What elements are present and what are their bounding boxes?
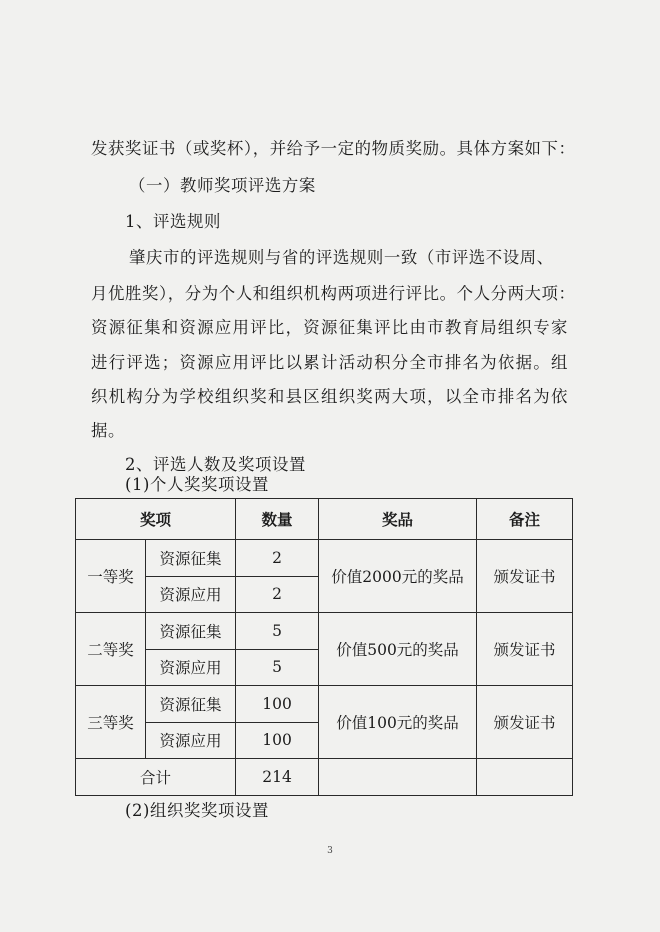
category-cell: 资源征集 <box>146 540 236 577</box>
paragraph-line: 肇庆市的评选规则与省的评选规则一致（市评选不设周、 <box>129 248 554 267</box>
category-cell: 资源应用 <box>146 649 236 686</box>
count-cell: 100 <box>236 686 319 723</box>
paragraph-line: 进行评选；资源应用评比以累计活动积分全市排名为依据。组 <box>91 353 568 372</box>
category-cell: 资源征集 <box>146 613 236 650</box>
award-level: 三等奖 <box>76 686 146 759</box>
total-label: 合计 <box>76 759 236 796</box>
count-cell: 100 <box>236 722 319 759</box>
header-prize: 奖品 <box>319 499 477 540</box>
category-cell: 资源征集 <box>146 686 236 723</box>
remark-cell: 颁发证书 <box>477 613 573 686</box>
paragraph-line: 月优胜奖），分为个人和组织机构两项进行评比。个人分两大项： <box>91 284 576 303</box>
count-cell: 5 <box>236 613 319 650</box>
header-remark: 备注 <box>477 499 573 540</box>
remark-cell: 颁发证书 <box>477 686 573 759</box>
subsection-heading: 1、评选规则 <box>125 212 221 231</box>
count-cell: 2 <box>236 576 319 613</box>
paragraph-line: 织机构分为学校组织奖和县区组织奖两大项，以全市排名为依 <box>91 387 568 406</box>
subsection-heading: 2、评选人数及奖项设置 <box>125 455 306 474</box>
table-caption: (1)个人奖奖项设置 <box>125 475 269 494</box>
table-caption: (2)组织奖奖项设置 <box>125 801 269 820</box>
page-number: 3 <box>327 846 333 856</box>
total-count: 214 <box>236 759 319 796</box>
award-level: 二等奖 <box>76 613 146 686</box>
table-total-row <box>76 759 573 796</box>
category-cell: 资源应用 <box>146 576 236 613</box>
remark-cell: 颁发证书 <box>477 540 573 613</box>
empty-cell <box>319 759 477 796</box>
header-award: 奖项 <box>76 499 236 540</box>
table-row <box>76 540 573 577</box>
section-heading: （一）教师奖项评选方案 <box>129 176 316 195</box>
prize-cell: 价值100元的奖品 <box>319 686 477 759</box>
paragraph-line: 发获奖证书（或奖杯），并给予一定的物质奖励。具体方案如下： <box>91 139 576 158</box>
individual-award-table <box>75 498 573 796</box>
table-row <box>76 686 573 723</box>
prize-cell: 价值2000元的奖品 <box>319 540 477 613</box>
paragraph-line: 据。 <box>91 421 125 440</box>
table-row <box>76 613 573 650</box>
prize-cell: 价值500元的奖品 <box>319 613 477 686</box>
paragraph-line: 资源征集和资源应用评比，资源征集评比由市教育局组织专家 <box>91 318 568 337</box>
empty-cell <box>477 759 573 796</box>
count-cell: 2 <box>236 540 319 577</box>
category-cell: 资源应用 <box>146 722 236 759</box>
award-level: 一等奖 <box>76 540 146 613</box>
table-header-row <box>76 499 573 540</box>
header-count: 数量 <box>236 499 319 540</box>
count-cell: 5 <box>236 649 319 686</box>
